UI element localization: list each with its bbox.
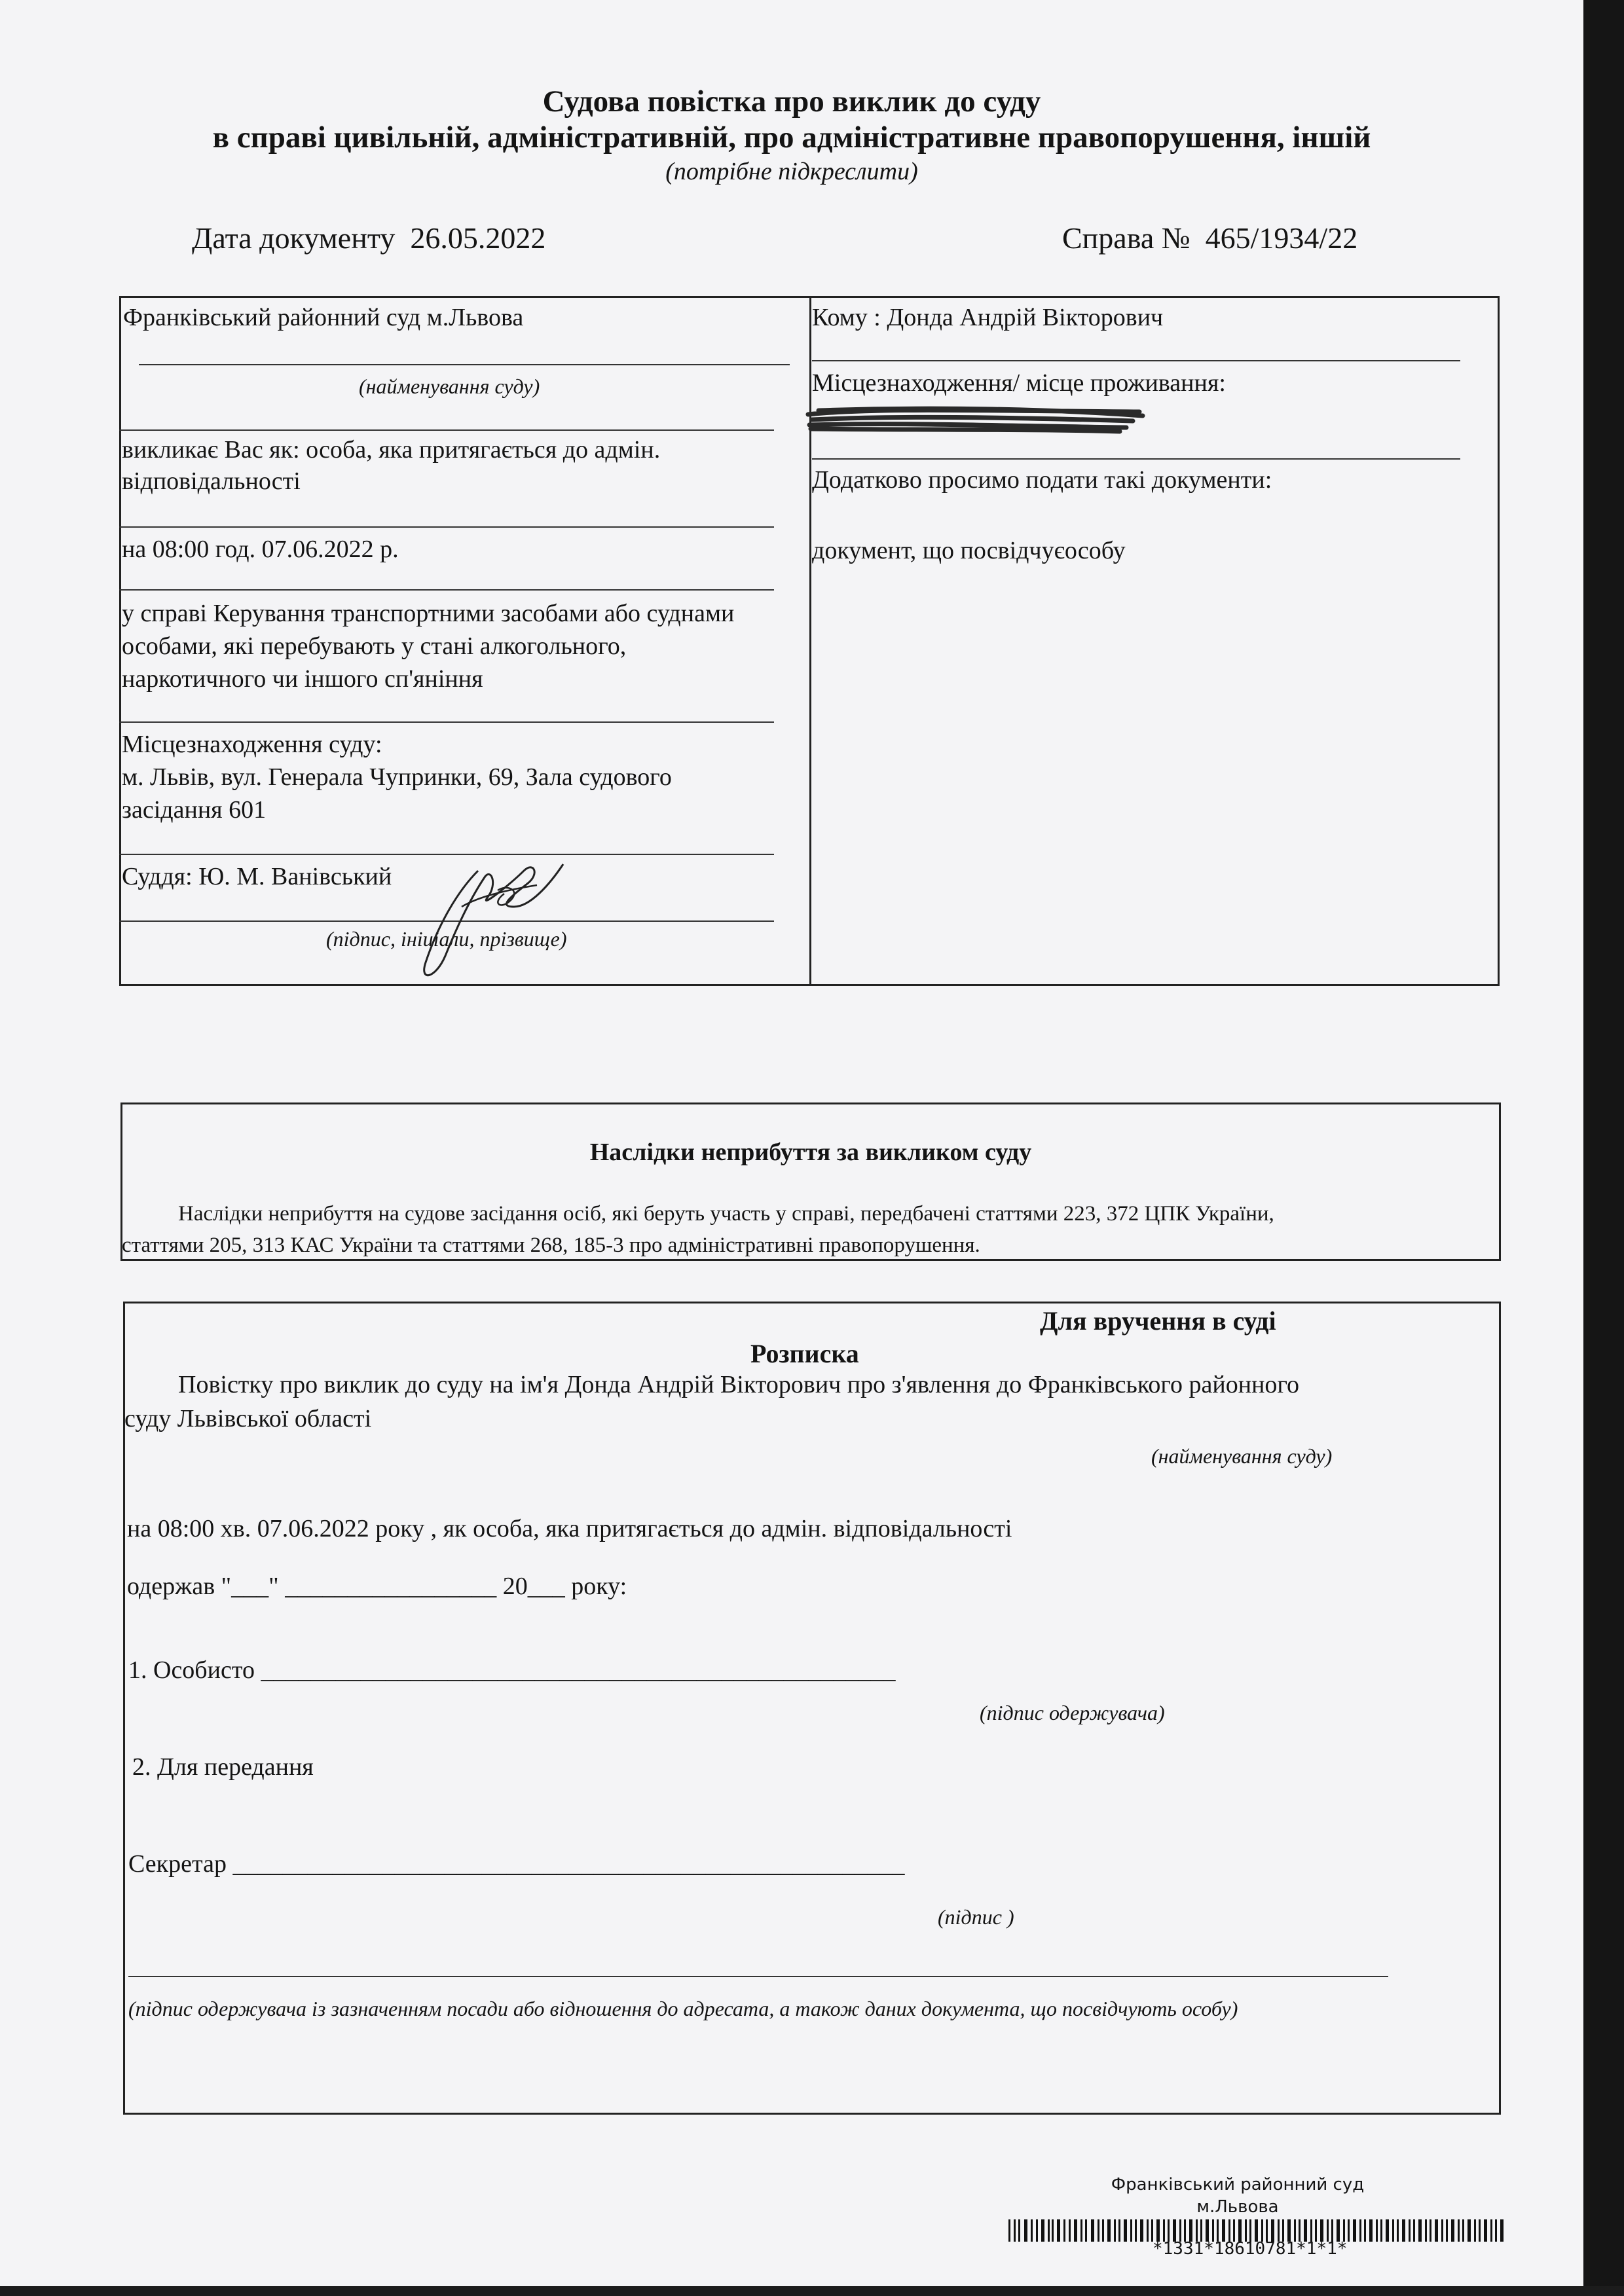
received-date-line: одержав "___" _________________ 20___ року: — [127, 1573, 627, 1600]
document-title: Судова повістка про виклик до суду — [542, 84, 1041, 118]
signature-hint: (підпис, ініціали, прізвище) — [326, 927, 567, 951]
document-item: документ, що посвідчуєособу — [812, 537, 1126, 564]
date-label: Дата документу — [192, 221, 396, 255]
summons-table-divider — [809, 296, 811, 986]
consequences-title: Наслідки неприбуття за викликом суду — [589, 1139, 1032, 1166]
rule — [119, 429, 774, 431]
personally-line: 1. Особисто ___________________________________________________ — [128, 1656, 896, 1684]
receipt-hearing-time: на 08:00 хв. 07.06.2022 року , як особа, яка притягається до адмін. відповідальності — [127, 1515, 1012, 1542]
court-name: Франківський районний суд м.Львова — [123, 304, 524, 331]
consequences-text-line1: Наслідки неприбуття на судове засідання осіб, які беруть участь у справі, передбачені статтями 223, 372 ЦПК України, — [178, 1202, 1274, 1226]
barcode — [1008, 2219, 1506, 2242]
scan-dark-edge — [1583, 0, 1624, 2296]
summons-role-line1: викликає Вас як: особа, яка притягається до адмін. — [122, 436, 661, 464]
receipt-title: Розписка — [750, 1339, 859, 1368]
case-subject-line1: у справі Керування транспортними засобами або суднами — [122, 600, 735, 627]
court-location-label: Місцезнаходження суду: — [122, 731, 382, 758]
secretary-sign-hint: (підпис ) — [938, 1905, 1014, 1929]
barcode-number: *1331*18610781*1*1* — [1153, 2239, 1348, 2259]
rule — [812, 458, 1460, 460]
court-name-hint: (найменування суду) — [359, 374, 540, 398]
case-subject-line3: наркотичного чи іншого сп'яніння — [122, 665, 483, 693]
court-location-line1: м. Львів, вул. Генерала Чупринки, 69, Зала судового — [122, 763, 672, 791]
footer-org-line1: Франківський районний суд — [1111, 2175, 1365, 2195]
document-date — [192, 221, 545, 255]
receipt-text-line1: Повістку про виклик до суду на ім'я Донда Андрій Вікторович про з'явлення до Франківського районного — [178, 1371, 1300, 1398]
hearing-time: на 08:00 год. 07.06.2022 р. — [122, 536, 399, 563]
court-location-line2: засідання 601 — [122, 796, 267, 824]
rule — [812, 360, 1460, 361]
judge-signature — [399, 845, 576, 989]
case-subject-line2: особами, які перебувають у стані алкогольного, — [122, 632, 627, 660]
bottom-sign-hint: (підпис одержувача із зазначенням посади або відношення до адресата, а також даних документа, що посвідчують особу) — [128, 1997, 1238, 2020]
scan-bottom-edge — [0, 2286, 1624, 2296]
receipt-court-hint: (найменування суду) — [1151, 1444, 1333, 1468]
redacted-address — [805, 403, 1146, 435]
rule — [139, 364, 790, 365]
rule — [119, 589, 774, 591]
document-subtitle: в справі цивільній, адміністративній, про адміністративне правопорушення, іншій — [212, 120, 1371, 155]
rule — [119, 526, 774, 528]
underline-note: (потрібне підкреслити) — [665, 158, 918, 185]
rule — [128, 1976, 1388, 1977]
consequences-text-line2: статтями 205, 313 КАС України та статтями 268, 185-3 про адміністративні правопорушення. — [122, 1233, 980, 1257]
case-number — [1062, 221, 1357, 255]
case-value: 465/1934/22 — [1205, 221, 1358, 255]
for-transfer-line: 2. Для передання — [132, 1753, 314, 1781]
receipt-text-line2: суду Львівської області — [124, 1405, 372, 1432]
secretary-line: Секретар ______________________________________________________ — [128, 1850, 905, 1878]
rule — [119, 721, 774, 723]
judge-name: Суддя: Ю. М. Ванівський — [122, 863, 392, 890]
date-value: 26.05.2022 — [410, 221, 546, 255]
recipient: Кому : Донда Андрій Вікторович — [812, 304, 1164, 331]
for-court-delivery: Для вручення в суді — [1040, 1306, 1276, 1336]
summons-role-line2: відповідальності — [122, 467, 301, 495]
recipient-sign-hint: (підпис одержувача) — [980, 1701, 1165, 1724]
address-label: Місцезнаходження/ місце проживання: — [812, 369, 1226, 397]
documents-request: Додатково просимо подати такі документи: — [812, 466, 1272, 494]
footer-org-line2: м.Львова — [1196, 2197, 1279, 2217]
case-label: Справа № — [1062, 221, 1190, 255]
